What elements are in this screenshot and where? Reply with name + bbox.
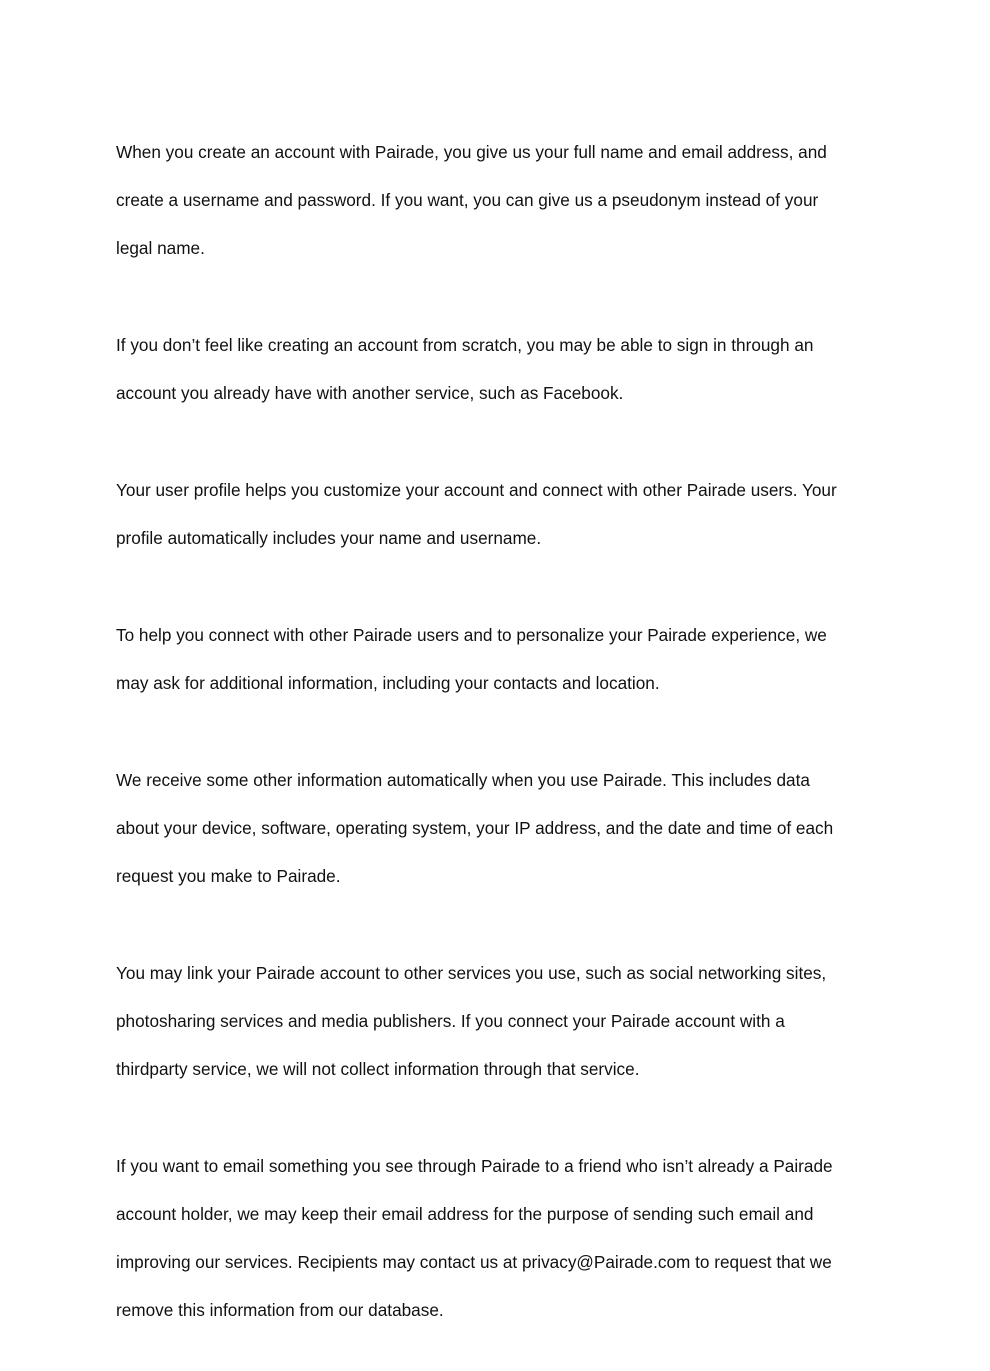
paragraph-third-party-signin — [116, 309, 876, 429]
text-line: may ask for additional information, including your contacts and location. — [116, 673, 660, 693]
text-line: If you want to email something you see through Pairade to a friend who isn’t already a Pairade — [116, 1156, 833, 1176]
text-line: thirdparty service, we will not collect information through that service. — [116, 1059, 640, 1079]
text-line: account you already have with another service, such as Facebook. — [116, 383, 624, 403]
text-line: create a username and password. If you want, you can give us a pseudonym instead of your — [116, 190, 819, 210]
text-line: When you create an account with Pairade, you give us your full name and email address, and — [116, 142, 827, 162]
text-line: To help you connect with other Pairade users and to personalize your Pairade experience, we — [116, 625, 827, 645]
text-line: If you don’t feel like creating an account from scratch, you may be able to sign in through an — [116, 335, 814, 355]
paragraph-automatic-info — [116, 744, 876, 912]
text-line: We receive some other information automatically when you use Pairade. This includes data — [116, 770, 810, 790]
text-line: legal name. — [116, 238, 205, 258]
text-line: improving our services. Recipients may contact us at privacy@Pairade.com to request that we — [116, 1252, 832, 1272]
text-line: photosharing services and media publishers. If you connect your Pairade account with a — [116, 1011, 785, 1031]
text-line: remove this information from our database. — [116, 1300, 444, 1320]
document-body — [116, 116, 876, 1371]
paragraph-email-friend — [116, 1130, 876, 1346]
text-line: You may link your Pairade account to other services you use, such as social networking sites, — [116, 963, 827, 983]
paragraph-account-creation — [116, 116, 876, 284]
text-line: account holder, we may keep their email address for the purpose of sending such email and — [116, 1204, 814, 1224]
paragraph-additional-info — [116, 599, 876, 719]
text-line: profile automatically includes your name and username. — [116, 528, 542, 548]
text-line: Your user profile helps you customize your account and connect with other Pairade users. Your — [116, 480, 837, 500]
text-line: request you make to Pairade. — [116, 866, 341, 886]
text-line: about your device, software, operating system, your IP address, and the date and time of each — [116, 818, 834, 838]
paragraph-user-profile — [116, 454, 876, 574]
paragraph-linked-services — [116, 937, 876, 1105]
